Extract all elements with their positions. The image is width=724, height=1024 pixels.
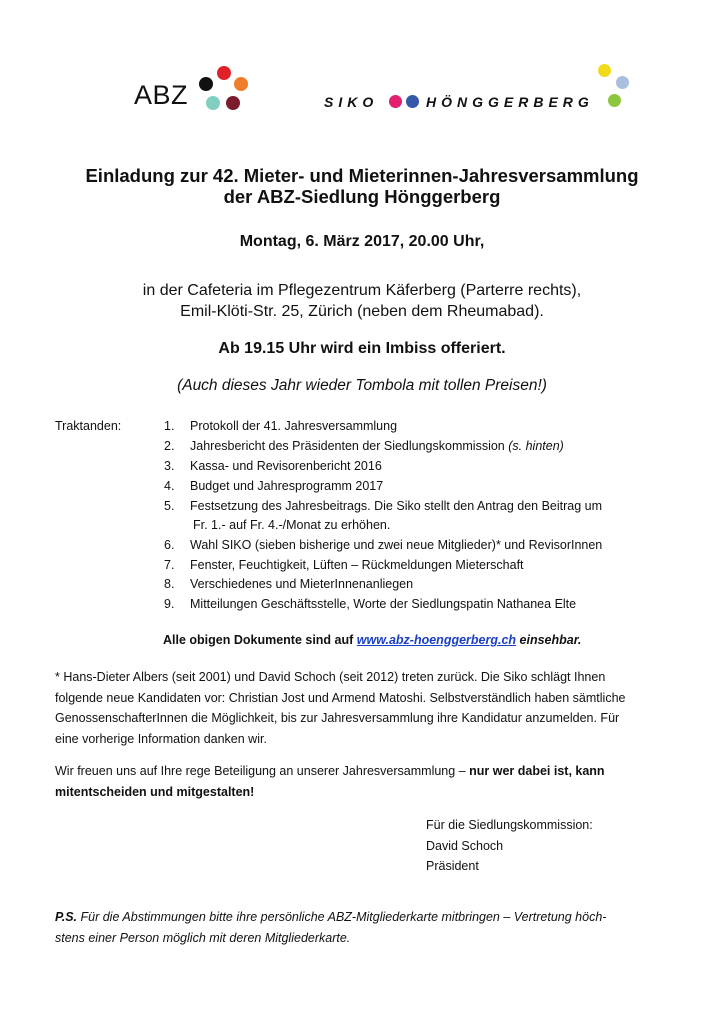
signature <box>426 815 593 877</box>
signature-name: David Schoch <box>426 838 504 853</box>
footnote-line-2: folgende neue Kandidaten vor: Christian Jost und Armend Matoshi. Selbstverständlich haben sämtliche <box>55 690 626 705</box>
tombola-note: (Auch dieses Jahr wieder Tombola mit tollen Preisen!) <box>177 377 547 394</box>
agenda-item-text-continued: Fr. 1.- auf Fr. 4.-/Monat zu erhöhen. <box>193 518 391 532</box>
agenda-item-text: Mitteilungen Geschäftsstelle, Worte der Siedlungspatin Nathanea Elte <box>190 597 577 611</box>
siko-logo-right: HÖNGGERBERG <box>426 94 594 110</box>
agenda-item-text: Wahl SIKO (sieben bisherige und zwei neue Mitglieder)* und RevisorInnen <box>190 538 603 552</box>
closing-text: Wir freuen uns auf Ihre rege Beteiligung an unserer Jahresversammlung – <box>55 764 470 778</box>
agenda-item-number: 2. <box>164 439 175 453</box>
location-line-2: Emil-Klöti-Str. 25, Zürich (neben dem Rheumabad). <box>180 303 544 320</box>
closing-emphasis-line-2: mitentscheiden und mitgestalten! <box>55 784 255 799</box>
agenda-item-number: 8. <box>164 577 175 591</box>
agenda-item-number: 6. <box>164 538 175 552</box>
postscript-line-1: Für die Abstimmungen bitte ihre persönliche ABZ-Mitgliederkarte mitbringen – Vertretung höch- <box>77 910 607 924</box>
agenda-item-number: 4. <box>164 479 175 493</box>
agenda-item-number: 7. <box>164 558 175 572</box>
title-line-2: der ABZ-Siedlung Hönggerberg <box>223 186 501 207</box>
siko-dot-1 <box>389 95 402 108</box>
footnote-line-4: eine vorherige Information danken wir. <box>55 731 267 746</box>
meeting-location <box>0 280 724 322</box>
agenda-item-number: 3. <box>164 459 175 473</box>
abz-dot-4 <box>206 96 220 110</box>
abz-dot-1 <box>217 66 231 80</box>
documents-text-before: Alle obigen Dokumente sind auf <box>163 633 357 647</box>
agenda-label: Traktanden: <box>55 419 122 433</box>
postscript-label: P.S. <box>55 910 78 924</box>
agenda-item-number: 5. <box>164 499 175 513</box>
agenda-item-number: 9. <box>164 597 175 611</box>
siko-dot-2 <box>406 95 419 108</box>
footnote-line-1: * Hans-Dieter Albers (seit 2001) und David Schoch (seit 2012) treten zurück. Die Siko schlägt Ihnen <box>55 670 606 684</box>
signature-line-1: Für die Siedlungskommission: <box>426 818 593 832</box>
footnote <box>55 667 625 749</box>
abz-logo-text: ABZ <box>134 80 189 110</box>
closing-paragraph <box>55 761 605 802</box>
siko-dot-4 <box>616 76 629 89</box>
agenda-item-text: Protokoll der 41. Jahresversammlung <box>190 419 398 433</box>
agenda-item-text: Festsetzung des Jahresbeitrags. Die Siko stellt den Antrag den Beitrag um <box>190 499 603 513</box>
agenda-item-text: Fenster, Feuchtigkeit, Lüften – Rückmeldungen Mieterschaft <box>190 558 524 572</box>
agenda-item-note: (s. hinten) <box>508 439 564 453</box>
siko-dot-3 <box>598 64 611 77</box>
footnote-line-3: GenossenschafterInnen die Möglichkeit, bis zur Jahresversammlung ihre Kandidatur anzumelden. Für <box>55 711 620 725</box>
siko-dot-5 <box>608 94 621 107</box>
agenda-item-text: Budget und Jahresprogramm 2017 <box>190 479 384 493</box>
agenda-item-text: Jahresbericht des Präsidenten der Siedlungskommission <box>190 439 505 453</box>
abz-dot-5 <box>226 96 240 110</box>
meeting-date: Montag, 6. März 2017, 20.00 Uhr, <box>239 233 485 250</box>
postscript-line-2: stens einer Person möglich mit deren Mitgliederkarte. <box>55 930 351 945</box>
invitation-title <box>0 165 724 207</box>
agenda-item-text: Kassa- und Revisorenbericht 2016 <box>190 459 382 473</box>
agenda-item-text: Verschiedenes und MieterInnenanliegen <box>190 577 414 591</box>
closing-emphasis: nur wer dabei ist, kann <box>469 764 605 778</box>
abz-dot-2 <box>199 77 213 91</box>
postscript <box>55 907 606 948</box>
documents-text-after: einsehbar. <box>516 633 582 647</box>
documents-note <box>163 630 581 651</box>
imbiss-note: Ab 19.15 Uhr wird ein Imbiss offeriert. <box>218 340 506 357</box>
abz-dot-3 <box>234 77 248 91</box>
agenda-item-number: 1. <box>164 419 175 433</box>
signature-role: Präsident <box>426 859 479 873</box>
website-link[interactable]: www.abz-hoenggerberg.ch <box>356 633 517 647</box>
title-line-1: Einladung zur 42. Mieter- und Mieterinnen-Jahresversammlung <box>85 165 639 186</box>
location-line-1: in der Cafeteria im Pflegezentrum Käferberg (Parterre rechts), <box>142 282 582 299</box>
siko-logo-left: SIKO <box>324 94 379 110</box>
